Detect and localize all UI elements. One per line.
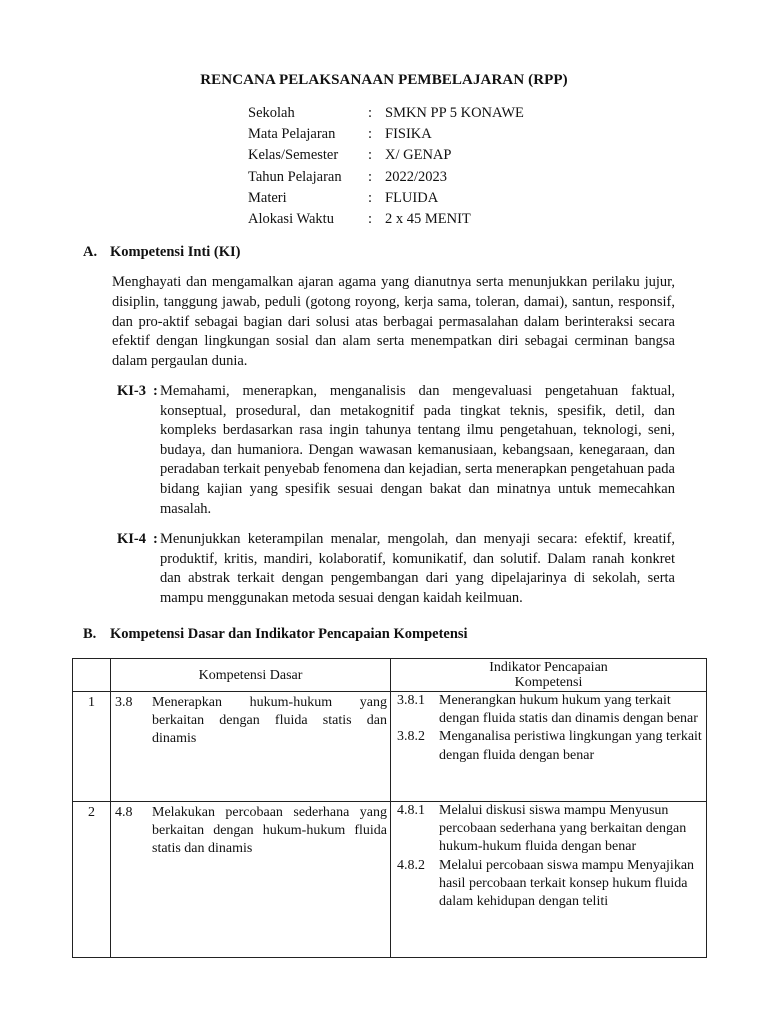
indicator-cell xyxy=(391,802,707,958)
info-value: FLUIDA xyxy=(385,189,439,206)
table-row xyxy=(73,692,707,802)
info-label: Materi xyxy=(248,189,287,206)
ki-3-block xyxy=(117,382,675,519)
info-row-kelas-semester xyxy=(248,145,524,166)
ki-intro-paragraph: Menghayati dan mengamalkan ajaran agama yang dianutnya serta menunjukkan perilaku jujur, disiplin, tanggung jawab, peduli (gotong royong, kerja sama, toleran, damai), santun, responsif, dan pro-aktif sebagai bagian dari solusi atas berbagai permasalahan dalam berinteraksi secara efektif dengan lingkungan sosial dan alam serta menempatkan diri sebagai cerminan bangsa dalam pergaulan dunia. xyxy=(112,274,675,370)
indicator-code: 4.8.1 xyxy=(397,803,425,818)
section-letter: A. xyxy=(83,244,98,260)
section-a-heading xyxy=(83,244,241,261)
ki-4-block xyxy=(117,530,675,608)
kd-code: 3.8 xyxy=(115,695,133,710)
indicator-cell xyxy=(391,692,707,802)
ki-colon: : xyxy=(153,531,158,547)
ki-label: KI-3 xyxy=(117,383,146,399)
section-b-heading xyxy=(83,626,468,643)
info-separator: : xyxy=(368,105,373,121)
indicator-text: Melalui percobaan siswa mampu Menyajikan hasil percobaan terkait konsep hukum fluida dalam kehidupan dengan teliti xyxy=(439,857,695,910)
kd-code: 4.8 xyxy=(115,805,133,820)
info-value: 2 x 45 MENIT xyxy=(385,210,471,227)
table-row xyxy=(73,802,707,958)
kd-text: Melakukan percobaan sederhana yang berkaitan dengan hukum-hukum fluida statis dan dinamis xyxy=(152,805,387,856)
document-title: RENCANA PELAKSANAAN PEMBELAJARAN (RPP) xyxy=(200,72,568,88)
info-label: Mata Pelajaran xyxy=(248,126,336,143)
row-number: 1 xyxy=(73,692,111,802)
kd-text: Menerapkan hukum-hukum yang berkaitan dengan fluida statis dan dinamis xyxy=(152,695,387,746)
info-label: Sekolah xyxy=(248,105,295,121)
section-letter: B. xyxy=(83,626,97,642)
info-value: SMKN PP 5 KONAWE xyxy=(385,105,524,121)
header-indikator-line1: Indikator Pencapaian xyxy=(489,660,608,675)
indicator-item xyxy=(391,857,706,912)
info-separator: : xyxy=(368,168,373,185)
info-separator: : xyxy=(368,147,373,164)
header-no xyxy=(73,659,111,692)
info-value: 2022/2023 xyxy=(385,168,448,185)
info-label: Alokasi Waktu xyxy=(248,210,334,227)
info-row-materi xyxy=(248,188,524,209)
info-row-alokasi-waktu xyxy=(248,209,524,230)
info-row-tahun-pelajaran xyxy=(248,167,524,188)
indicator-text: Menerangkan hukum hukum yang terkait dengan fluida statis dan dinamis dengan benar xyxy=(439,693,698,727)
ki-colon: : xyxy=(153,383,158,399)
indicator-item xyxy=(391,728,706,764)
indicator-list xyxy=(391,802,706,911)
indicator-code: 3.8.1 xyxy=(397,693,425,708)
indicator-code: 3.8.2 xyxy=(397,729,425,745)
header-indikator xyxy=(391,659,707,692)
indicator-text: Melalui diskusi siswa mampu Menyusun percobaan sederhana yang berkaitan dengan hukum-hukum fluida dengan benar xyxy=(439,803,687,855)
info-value: X/ GENAP xyxy=(385,147,452,164)
info-label: Kelas/Semester xyxy=(248,147,339,164)
kd-cell xyxy=(111,692,391,802)
info-value: FISIKA xyxy=(385,126,432,143)
ki-text: Menunjukkan keterampilan menalar, mengolah, dan menyaji secara: efektif, kreatif, produktif, kritis, mandiri, kolaboratif, komunikatif, dan solutif. Dalam ranah konkret dan abstrak terkait dengan pengembangan dari yang dipelajarinya di sekolah, serta mampu menggunakan metoda sesuai dengan kaidah keilmuan. xyxy=(160,531,675,606)
kd-indicator-table xyxy=(72,658,707,958)
row-number: 2 xyxy=(73,802,111,958)
kd-item xyxy=(111,802,390,858)
header-kompetensi-dasar: Kompetensi Dasar xyxy=(111,659,391,692)
indicator-item xyxy=(391,692,706,728)
indicator-list xyxy=(391,692,706,765)
info-row-mata-pelajaran xyxy=(248,124,524,145)
identity-block xyxy=(248,103,524,230)
indicator-text: Menganalisa peristiwa lingkungan yang terkait dengan fluida dengan benar xyxy=(439,729,702,763)
section-title: Kompetensi Inti (KI) xyxy=(110,244,241,260)
kd-cell xyxy=(111,802,391,958)
ki-text: Memahami, menerapkan, menganalisis dan mengevaluasi pengetahuan faktual, konseptual, prosedural, dan metakognitif pada tingkat teknis, spesifik, detil, dan kompleks berdasarkan rasa ingin tahunya tentang ilmu pengetahuan, teknologi, seni, budaya, dan humaniora. Dengan wawasan kemanusiaan, kebangsaan, kenegaraan, dan peradaban terkait penyebab fenomena dan kejadian, serta menerapkan pengetahuan pada bidang kajian yang spesifik sesuai dengan bakat dan minatnya untuk memecahkan masalah. xyxy=(160,383,675,517)
header-indikator-line2: Kompetensi xyxy=(514,675,583,690)
indicator-item xyxy=(391,802,706,857)
section-title: Kompetensi Dasar dan Indikator Pencapaian Kompetensi xyxy=(110,626,468,642)
info-label: Tahun Pelajaran xyxy=(248,168,342,185)
info-separator: : xyxy=(368,189,373,206)
info-row-sekolah xyxy=(248,103,524,124)
kd-item xyxy=(111,692,390,748)
ki-label: KI-4 xyxy=(117,531,146,547)
info-separator: : xyxy=(368,126,373,143)
indicator-code: 4.8.2 xyxy=(397,857,425,873)
table-header-row xyxy=(73,659,707,692)
info-separator: : xyxy=(368,210,373,227)
